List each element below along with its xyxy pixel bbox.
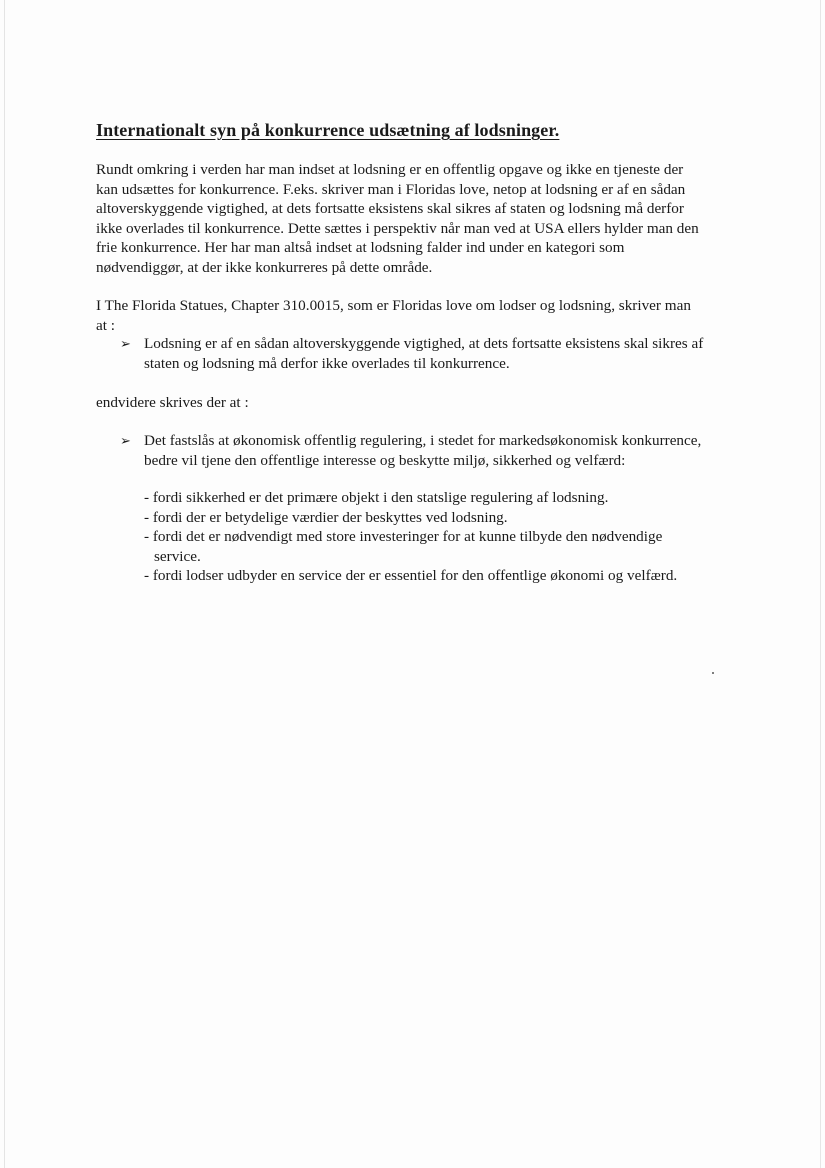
arrow-bullet-icon: ➢ xyxy=(120,433,131,448)
bullet-line: Lodsning er af en sådan altoverskyggende vigtighed, at dets fortsatte eksistens skal sikres af xyxy=(144,335,704,352)
paragraph-line: kan udsættes for konkurrence. F.eks. skriver man i Floridas love, netop at lodsning er af en sådan xyxy=(96,180,686,198)
paragraph-line: nødvendiggør, at der ikke konkurreres på dette område. xyxy=(96,258,433,276)
bullet-line: bedre vil tjene den offentlige interesse og beskytte miljø, sikkerhed og velfærd: xyxy=(144,451,626,469)
paragraph-line: ikke overlades til konkurrence. Dette sættes i perspektiv når man ved at USA ellers hylder man den xyxy=(96,219,699,237)
paragraph-line: altoverskyggende vigtighed, at dets fortsatte eksistens skal sikres af staten og lodsning må derfor xyxy=(96,200,684,217)
paragraph-line: endvidere skrives der at : xyxy=(96,394,249,411)
list-item: - fordi der er betydelige værdier der beskyttes ved lodsning. xyxy=(144,508,508,526)
bullet-line: Det fastslås at økonomisk offentlig regulering, i stedet for markedsøkonomisk konkurrence, xyxy=(144,432,702,449)
scan-edge-right xyxy=(820,0,821,1168)
scan-edge-left xyxy=(4,0,5,1168)
arrow-bullet-icon: ➢ xyxy=(120,336,131,351)
bullet-text xyxy=(144,431,701,470)
bullet-text xyxy=(144,334,703,373)
list-item: - fordi det er nødvendigt med store investeringer for at kunne tilbyde den nødvendige xyxy=(144,528,663,545)
paragraph-line: Rundt omkring i verden har man indset at lodsning er en offentlig opgave og ikke en tjeneste der xyxy=(96,161,684,178)
paragraph-line: frie konkurrence. Her har man altså indset at lodsning falder ind under en kategori som xyxy=(96,239,625,256)
intro-paragraph xyxy=(96,160,766,277)
statute-intro-paragraph xyxy=(96,296,766,335)
list-item: - fordi sikkerhed er det primære objekt i den statslige regulering af lodsning. xyxy=(144,489,609,506)
document-title: Internationalt syn på konkurrence udsætning af lodsninger. xyxy=(96,120,560,140)
list-item: - fordi lodser udbyder en service der er essentiel for den offentlige økonomi og velfærd. xyxy=(144,567,678,584)
list-item: service. xyxy=(154,547,201,565)
furthermore-paragraph xyxy=(96,393,766,413)
paragraph-line: at : xyxy=(96,316,115,334)
bullet-line: staten og lodsning må derfor ikke overlades til konkurrence. xyxy=(144,354,510,372)
scan-speck xyxy=(712,672,714,674)
reasons-list xyxy=(144,488,677,586)
paragraph-line: I The Florida Statues, Chapter 310.0015, som er Floridas love om lodser og lodsning, skriver man xyxy=(96,297,691,314)
